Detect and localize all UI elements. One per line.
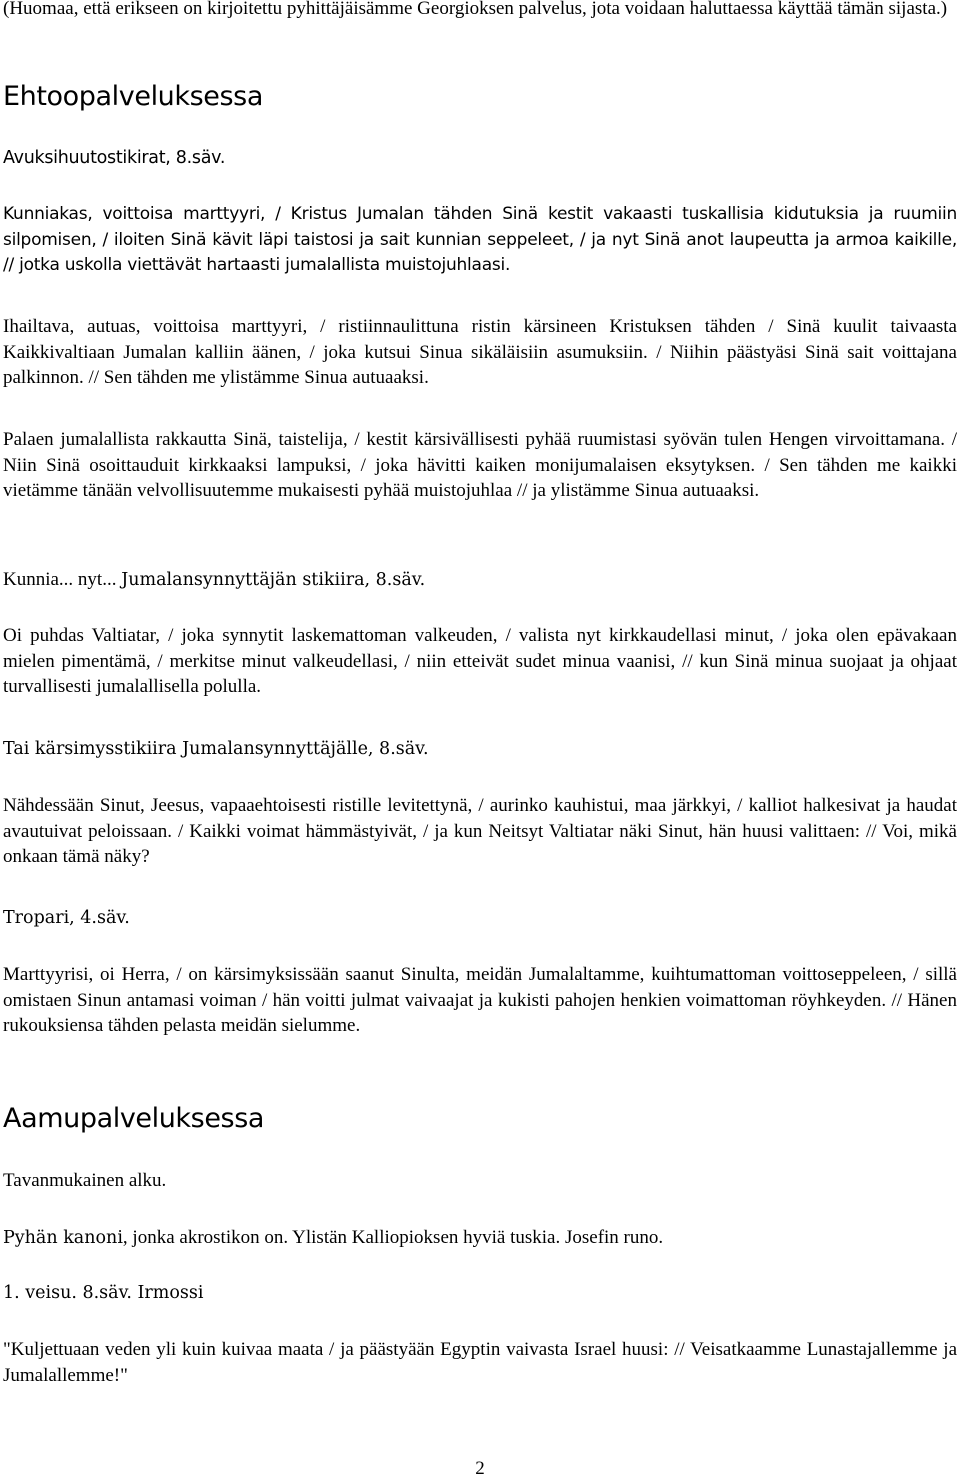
heading-veisu-irmossi: 1. veisu. 8.säv. Irmossi bbox=[3, 1283, 204, 1303]
tavanmukainen-alku: Tavanmukainen alku. bbox=[3, 1170, 167, 1191]
kunnia-line bbox=[3, 567, 957, 594]
heading-jumalansynnyttajan-stikiira: Jumalansynnyttäjän stikiira, 8.säv. bbox=[121, 570, 426, 590]
kanoni-title: Pyhän kanoni bbox=[3, 1228, 123, 1248]
heading-tropari: Tropari, 4.säv. bbox=[3, 908, 130, 928]
kanoni-line bbox=[3, 1225, 957, 1252]
subheading-avuksihuutostikirat: Avuksihuutostikirat, 8.säv. bbox=[3, 148, 226, 168]
kunnia-prefix: Kunnia... nyt... bbox=[3, 569, 122, 590]
paragraph-kunniakas: Kunniakas, voittoisa marttyyri, / Kristus Jumalan tähden Sinä kestit vakaasti tuskallisia kidutuksia ja ruumiin silpomisen, / iloiten Sinä kävit läpi taistosi ja sait kunnian seppeleet, / ja nyt Sinä anot laupeutta ja armoa kaikille, // jotka uskolla viettävät hartaasti jumalallista muistojuhlaasi. bbox=[3, 204, 957, 275]
paragraph-oi-puhdas: Oi puhdas Valtiatar, / joka synnytit laskemattoman valkeuden, / valista nyt kirkkaudellasi minut, / joka olen epävakaan mielen pimentämä, / merkitse minut valkeudellasi, / niin etteivät sudet minua vaanisi, // kun Sinä minua suojaat ja ohjaat turvallisesti jumalallisella polulla. bbox=[3, 625, 957, 697]
heading-ehtoopalveluksessa: Ehtoopalveluksessa bbox=[3, 81, 263, 112]
heading-tai-karsimysstikiira: Tai kärsimysstikiira Jumalansynnyttäjälle, 8.säv. bbox=[3, 739, 429, 759]
page-number: 2 bbox=[475, 1458, 485, 1479]
paragraph-palaen: Palaen jumalallista rakkautta Sinä, taistelija, / kestit kärsivällisesti pyhää ruumistasi syövän tulen Hengen virvoittamana. / Niin Sinä osoittauduit kirkkaaksi lampuksi, / joka hävitti kaiken monijumalaisen eksytyksen. / Sen tähden me kaikki vietämme tänään velvollisuutemme mukaisesti pyhää muistojuhlaa // ja ylistämme Sinua autuaaksi. bbox=[3, 429, 957, 501]
paragraph-kuljettuaan: "Kuljettuaan veden yli kuin kuivaa maata / ja päästyään Egyptin vaivasta Israel huusi: // Veisatkaamme Lunastajallemme ja Jumalallemme!" bbox=[3, 1339, 957, 1386]
heading-aamupalveluksessa: Aamupalveluksessa bbox=[3, 1103, 265, 1134]
paragraph-marttyyrisi: Marttyyrisi, oi Herra, / on kärsimyksissään saanut Sinulta, meidän Jumalaltamme, kuihtumattoman voittoseppeleen, / sillä omistaen Sinun antamasi voiman / hän voitti julmat vaivaajat ja kukisti pahojen henkien voimattoman röyhkeyden. // Hänen rukouksiensa tähden pelasta meidän sielumme. bbox=[3, 964, 957, 1036]
paragraph-nahdessaan: Nähdessään Sinut, Jeesus, vapaaehtoisesti ristille levitettynä, / aurinko kauhistui, maa järkkyi, / kalliot halkesivat ja haudat avautuivat peloissaan. / Kaikki voimat hämmästyivät, / ja kun Neitsyt Valtiatar näki Sinut, hän huusi valittaen: // Voi, mikä onkaan tämä näky? bbox=[3, 795, 957, 867]
paragraph-ihailtava: Ihailtava, autuas, voittoisa marttyyri, / ristiinnaulittuna ristin kärsineen Kristuksen tähden / Sinä kuulit taivaasta Kaikkivaltiaan Jumalan kalliin äänen, / joka kutsui Sinua sikäläisiin asumuksiin. / Niihin päästyäsi Sinä sait voittajana palkinnon. // Sen tähden me ylistämme Sinua autuaaksi. bbox=[3, 316, 957, 388]
intro-note: (Huomaa, että erikseen on kirjoitettu pyhittäjäisämme Georgioksen palvelus, jota voidaan haluttaessa käyttää tämän sijasta.) bbox=[3, 0, 948, 19]
kanoni-description: , jonka akrostikon on. Ylistän Kalliopioksen hyviä tuskia. Josefin runo. bbox=[122, 1227, 664, 1248]
